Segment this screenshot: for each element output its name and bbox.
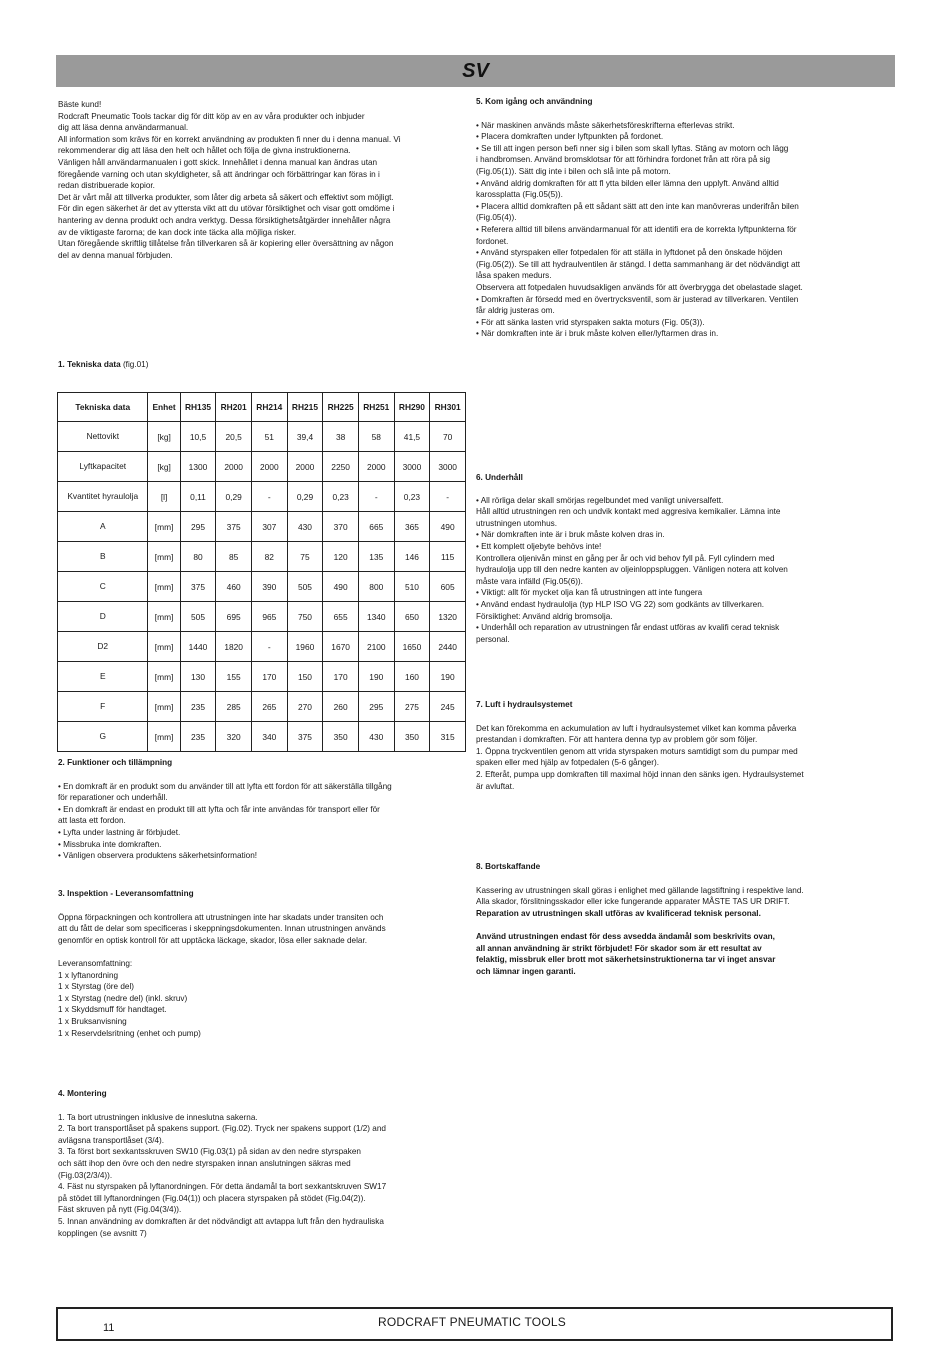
- table-cell: 1300: [180, 452, 216, 482]
- table-row-label: A: [58, 512, 148, 542]
- table-header-cell: RH251: [358, 393, 394, 422]
- table-cell: 655: [323, 602, 359, 632]
- table-cell: 800: [358, 572, 394, 602]
- table-cell: 750: [287, 602, 323, 632]
- table-cell: -: [251, 632, 287, 662]
- table-cell: 1320: [430, 602, 466, 632]
- section-5-line: fordonet.: [476, 236, 509, 246]
- table-cell: 235: [180, 722, 216, 752]
- table-cell: 70: [430, 422, 466, 452]
- table-cell: -: [430, 482, 466, 512]
- table-row: [58, 422, 466, 452]
- table-header-cell: RH215: [287, 393, 323, 422]
- delivery-list-item: 1 x Reservdelsritning (enhet och pump): [58, 1028, 201, 1038]
- section-7-line: 1. Öppna tryckventilen genom att vrida styrspaken moturs samtidigt som du pumpar med: [476, 746, 798, 756]
- technical-data-table: [57, 392, 466, 752]
- section-2-line: • En domkraft är endast en produkt till att lyfta och får inte användas för transport eller för: [58, 804, 380, 814]
- section-5-line: • För att sänka lasten vrid styrspaken sakta moturs (Fig. 05(3)).: [476, 317, 705, 327]
- table-cell: 665: [358, 512, 394, 542]
- table-cell: 510: [394, 572, 430, 602]
- intro-line: Rodcraft Pneumatic Tools tackar dig för ditt köp av en av våra produkter och inbjuder: [58, 111, 365, 121]
- table-cell: 190: [358, 662, 394, 692]
- section-5-line: karossplatta (Fig.05(5)).: [476, 190, 563, 200]
- table-cell: 51: [251, 422, 287, 452]
- table-cell: 20,5: [216, 422, 252, 452]
- section-8-bold-line: all annan användning är strikt förbjudet! För skador som är ett resultat av: [476, 943, 762, 953]
- intro-line: dig att läsa denna användarmanual.: [58, 123, 189, 133]
- section-6-line: utrustningen utomhus.: [476, 518, 558, 528]
- table-row: [58, 722, 466, 752]
- table-cell: 260: [323, 692, 359, 722]
- section-5-line: Observera att fotpedalen huvudsakligen används för att överbrygga det obelastade slaget.: [476, 282, 803, 292]
- table-cell: [mm]: [148, 632, 180, 662]
- delivery-list-item: 1 x Bruksanvisning: [58, 1016, 127, 1026]
- table-cell: 505: [180, 602, 216, 632]
- section-2-line: • Lyfta under lastning är förbjudet.: [58, 827, 181, 837]
- table-row: [58, 572, 466, 602]
- table-cell: 1820: [216, 632, 252, 662]
- table-cell: 1440: [180, 632, 216, 662]
- table-cell: 0,23: [394, 482, 430, 512]
- table-row-label: B: [58, 542, 148, 572]
- table-cell: 2000: [251, 452, 287, 482]
- section-6-line: • Underhåll och reparation av utrustningen får endast utföras av kvalifi cerad teknisk: [476, 623, 780, 633]
- section-5-line: (Fig.05(4)).: [476, 213, 517, 223]
- section-4-line: på stödet till lyftanordningen (Fig.04(1)) och placera styrspaken på stödet (Fig.04(2)).: [58, 1193, 366, 1203]
- table-row: [58, 482, 466, 512]
- table-cell: 3000: [394, 452, 430, 482]
- section-4: [58, 1088, 466, 1239]
- section-6-line: • Använd endast hydraulolja (typ HLP ISO VG 22) som godkänts av tillverkaren.: [476, 599, 765, 609]
- section-5-line: låsa spaken medurs.: [476, 271, 552, 281]
- table-row: [58, 662, 466, 692]
- section-5-line: • Se till att ingen person befi nner sig i bilen som skall lyftas. Stäng av motorn och lägg: [476, 143, 789, 153]
- table-cell: [mm]: [148, 722, 180, 752]
- section-3-line: Öppna förpackningen och kontrollera att utrustningen inte har skadats under transiten och: [58, 912, 384, 922]
- table-cell: 695: [216, 602, 252, 632]
- section-1-heading: [58, 359, 466, 371]
- section-5-line: i handbromsen. Använd bromsklotsar för att förhindra fordonet från att röra på sig: [476, 155, 770, 165]
- table-cell: 1650: [394, 632, 430, 662]
- table-cell: 75: [287, 542, 323, 572]
- section-6-line: måste vara infälld (Fig.05(6)).: [476, 576, 583, 586]
- table-row-label: G: [58, 722, 148, 752]
- table-cell: [kg]: [148, 422, 180, 452]
- table-cell: 170: [251, 662, 287, 692]
- intro-line: Det är vårt mål att tillverka produkter, som låter dig arbeta så säkert och effektivt som möjligt.: [58, 192, 394, 202]
- table-cell: 350: [394, 722, 430, 752]
- table-cell: 58: [358, 422, 394, 452]
- intro-line: Bäste kund!: [58, 100, 102, 109]
- section-4-line: kopplingen (se avsnitt 7): [58, 1228, 147, 1238]
- section-1-title: 1. Tekniska data: [58, 360, 121, 369]
- section-6-title: 6. Underhåll: [476, 473, 523, 482]
- section-4-line: (Fig.03(2/3/4)).: [58, 1170, 113, 1180]
- table-cell: 375: [287, 722, 323, 752]
- table-header-cell: RH135: [180, 393, 216, 422]
- language-code: SV: [462, 60, 489, 82]
- table-cell: [mm]: [148, 512, 180, 542]
- table-cell: [mm]: [148, 662, 180, 692]
- section-5-line: • Domkraften är försedd med en övertrycksventil, som är justerad av tillverkaren. Ventilen: [476, 294, 799, 304]
- table-cell: [mm]: [148, 572, 180, 602]
- table-cell: 365: [394, 512, 430, 542]
- table-cell: 430: [287, 512, 323, 542]
- table-cell: 155: [216, 662, 252, 692]
- table-row-label: Kvantitet hyraulolja: [58, 482, 148, 512]
- section-8-bold-line: och lämnar ingen garanti.: [476, 966, 576, 976]
- section-6-line: hydraulolja upp till den nedre kanten av oljeinloppspluggen. Vänligen notera att kolven: [476, 565, 788, 575]
- table-cell: 146: [394, 542, 430, 572]
- section-5-title: 5. Kom igång och användning: [476, 97, 593, 106]
- table-cell: 2250: [323, 452, 359, 482]
- table-cell: 270: [287, 692, 323, 722]
- table-cell: 1340: [358, 602, 394, 632]
- table-cell: 2440: [430, 632, 466, 662]
- table-cell: 375: [216, 512, 252, 542]
- table-cell: 82: [251, 542, 287, 572]
- section-5-line: (Fig.05(1)). Sätt dig inte i bilen och slå inte på motorn.: [476, 166, 671, 176]
- table-cell: 115: [430, 542, 466, 572]
- intro-line: redan distribuerade kopior.: [58, 181, 155, 191]
- table-cell: 275: [394, 692, 430, 722]
- intro-line: Vänligen håll användarmanualen i gott skick. Innehållet i denna manual kan ändras utan: [58, 157, 378, 167]
- table-row: [58, 692, 466, 722]
- table-cell: 320: [216, 722, 252, 752]
- section-7-line: Det kan förekomma en ackumulation av luft i hydraulsystemet vilket kan komma påverka: [476, 723, 797, 733]
- section-5-line: (Fig.05(2)). Se till att hydraulventilen är stängd. I detta sammanhang är det nödvändigt att: [476, 259, 801, 269]
- table-cell: 150: [287, 662, 323, 692]
- section-5-line: får aldrig justeras om.: [476, 306, 555, 316]
- table-header-cell: RH290: [394, 393, 430, 422]
- section-5-line: • Referera alltid till bilens användarmanual för att identifi era de korrekta lyftpunkterna för: [476, 224, 797, 234]
- table-header-cell: Enhet: [148, 393, 180, 422]
- table-cell: 160: [394, 662, 430, 692]
- table-row: [58, 632, 466, 662]
- table-cell: 0,23: [323, 482, 359, 512]
- section-4-line: 3. Ta först bort sexkantsskruven SW10 (Fig.03(1) på sidan av den nedre styrspaken: [58, 1147, 361, 1157]
- table-cell: -: [251, 482, 287, 512]
- table-header-cell: RH201: [216, 393, 252, 422]
- table-cell: 10,5: [180, 422, 216, 452]
- section-4-line: avlägsna transportlåset (3/4).: [58, 1135, 165, 1145]
- section-5-line: • Placera domkraften under lyftpunkten på fordonet.: [476, 132, 664, 142]
- table-cell: 39,4: [287, 422, 323, 452]
- section-3: [58, 888, 466, 1039]
- footer-brand: RODCRAFT PNEUMATIC TOOLS: [378, 1315, 566, 1329]
- intro-line: För din egen säkerhet är det av yttersta vikt att du utövar försiktighet och visar gott omdöme i: [58, 204, 395, 214]
- section-2-line: för reparationer och underhåll.: [58, 793, 168, 803]
- table-row-label: F: [58, 692, 148, 722]
- table-cell: 430: [358, 722, 394, 752]
- section-8-line: Kassering av utrustningen skall göras i enlighet med gällande lagstiftning i respektive land.: [476, 885, 804, 895]
- table-cell: 41,5: [394, 422, 430, 452]
- table-cell: [kg]: [148, 452, 180, 482]
- section-4-line: 4. Fäst nu styrspaken på lyftanordningen. För detta ändamål ta bort sexkantskruven SW17: [58, 1182, 387, 1192]
- section-2-line: • Vänligen observera produktens säkerhetsinformation!: [58, 851, 258, 861]
- section-8-bold-line: Använd utrustningen endast för dess avsedda ändamål som beskrivits ovan,: [476, 931, 775, 941]
- table-cell: 295: [180, 512, 216, 542]
- table-cell: 375: [180, 572, 216, 602]
- intro-line: hantering av denna produkt och andra verktyg. Dessa försiktighetsåtgärder innehåller några: [58, 215, 391, 225]
- table-row: [58, 452, 466, 482]
- section-2: [58, 757, 466, 862]
- table-row-label: D2: [58, 632, 148, 662]
- table-cell: 315: [430, 722, 466, 752]
- table-row-label: Nettovikt: [58, 422, 148, 452]
- section-4-line: Fäst skruven på nytt (Fig.04(3/4)).: [58, 1205, 182, 1215]
- intro-line: föregående varning och utan skyldigheter, så att ändringar och förbättringar kan föras in i: [58, 169, 380, 179]
- table-header-cell: RH301: [430, 393, 466, 422]
- intro-line: rekommenderar dig att läsa den helt och hållet och följa de givna instruktionerna.: [58, 146, 351, 156]
- section-7: [476, 699, 868, 792]
- section-1-fig: (fig.01): [122, 360, 149, 369]
- table-cell: 370: [323, 512, 359, 542]
- section-8: [476, 861, 868, 977]
- table-cell: 0,29: [287, 482, 323, 512]
- page-number: 11: [103, 1322, 115, 1334]
- table-cell: 0,11: [180, 482, 216, 512]
- section-2-line: • Missbruka inte domkraften.: [58, 839, 162, 849]
- section-7-line: är avluftat.: [476, 781, 515, 791]
- section-5-line: • Placera alltid domkraften på ett sådant sätt att den inte kan manövreras underifrån bilen: [476, 201, 799, 211]
- table-cell: [mm]: [148, 602, 180, 632]
- table-row-label: C: [58, 572, 148, 602]
- section-3-line: att du fått de delar som specificeras i skeppningsdokumenten. Innan utrustningen används: [58, 924, 386, 934]
- section-5-line: • Använd styrspaken eller fotpedalen för att ställa in lyftdonet på den önskade höjden: [476, 248, 783, 258]
- table-row: [58, 602, 466, 632]
- section-7-title: 7. Luft i hydraulsystemet: [476, 700, 573, 709]
- table-cell: 190: [430, 662, 466, 692]
- intro-line: All information som krävs för en korrekt användning av produkten fi nner du i denna manual. Vi: [58, 134, 401, 144]
- section-6-line: Kontrollera oljenivån minst en gång per år och vid behov fyll på. Fyll cylindern med: [476, 553, 775, 563]
- table-cell: [mm]: [148, 542, 180, 572]
- table-header-cell: Tekniska data: [58, 393, 148, 422]
- delivery-list-title: Leveransomfattning:: [58, 958, 133, 968]
- section-5-line: • När domkraften inte är i bruk måste kolven eller/lyftarmen dras in.: [476, 329, 719, 339]
- section-7-line: spaken eller med hjälp av fotpedalen (5-6 gånger).: [476, 758, 659, 768]
- section-8-line: Alla skador, förslitningsskador eller icke fungerande apparater MÅSTE TAS UR DRIFT.: [476, 897, 790, 907]
- section-8-title: 8. Bortskaffande: [476, 862, 541, 871]
- table-header-cell: RH225: [323, 393, 359, 422]
- section-2-line: • En domkraft är en produkt som du använder till att lyfta ett fordon för att säkerställa tillgång: [58, 781, 392, 791]
- table-cell: 650: [394, 602, 430, 632]
- table-cell: 390: [251, 572, 287, 602]
- table-cell: 295: [358, 692, 394, 722]
- table-cell: 120: [323, 542, 359, 572]
- table-cell: 1960: [287, 632, 323, 662]
- table-cell: 85: [216, 542, 252, 572]
- table-cell: 170: [323, 662, 359, 692]
- delivery-list-item: 1 x Styrstag (öre del): [58, 982, 134, 992]
- table-cell: -: [358, 482, 394, 512]
- table-cell: 130: [180, 662, 216, 692]
- intro-line: del av denna manual förbjuden.: [58, 250, 173, 260]
- table-header-row: [58, 393, 466, 422]
- table-cell: 2100: [358, 632, 394, 662]
- table-cell: 0,29: [216, 482, 252, 512]
- section-6-line: • När domkraften inte är i bruk måste kolven dras in.: [476, 530, 665, 540]
- table-cell: 285: [216, 692, 252, 722]
- section-3-title: 3. Inspektion - Leveransomfattning: [58, 889, 194, 898]
- section-4-line: och sätt ihop den övre och den nedre styrspaken innan anslutningen säkras med: [58, 1158, 351, 1168]
- section-6-line: • All rörliga delar skall smörjas regelbundet med vanligt universalfett.: [476, 495, 724, 505]
- table-cell: 3000: [430, 452, 466, 482]
- section-6: [476, 472, 868, 645]
- table-cell: 38: [323, 422, 359, 452]
- section-6-line: • Viktigt: allt för mycket olja kan få utrustningen att inte fungera: [476, 588, 703, 598]
- section-4-line: 5. Innan användning av domkraften är det nödvändigt att avtappa luft från den hydrauliska: [58, 1216, 384, 1226]
- table-cell: 505: [287, 572, 323, 602]
- section-6-line: Försiktighet: Använd aldrig bromsolja.: [476, 611, 613, 621]
- section-2-line: att lasta ett fordon.: [58, 816, 126, 826]
- intro-line: Utan föregående skriftlig tillåtelse från tillverkaren så är kopiering eller översättning av någon: [58, 239, 394, 249]
- delivery-list-item: 1 x Skyddsmuff för handtaget.: [58, 1005, 167, 1015]
- table-cell: 245: [430, 692, 466, 722]
- table-cell: [mm]: [148, 692, 180, 722]
- section-5-line: • När maskinen används måste säkerhetsföreskrifterna efterlevas strikt.: [476, 120, 735, 130]
- table-row-label: Lyftkapacitet: [58, 452, 148, 482]
- section-5: [476, 96, 868, 340]
- table-cell: 490: [323, 572, 359, 602]
- table-cell: 2000: [358, 452, 394, 482]
- section-8-bold-line: felaktig, missbruk eller brott mot säkerhetsinstruktionerna tar vi inget ansvar: [476, 955, 776, 965]
- table-cell: 1670: [323, 632, 359, 662]
- table-cell: 350: [323, 722, 359, 752]
- table-header-cell: RH214: [251, 393, 287, 422]
- table-row: [58, 542, 466, 572]
- delivery-list-item: 1 x lyftanordning: [58, 970, 119, 980]
- delivery-list-item: 1 x Styrstag (nedre del) (inkl. skruv): [58, 993, 188, 1003]
- table-cell: 460: [216, 572, 252, 602]
- section-8-bold-line: Reparation av utrustningen skall utföras av kvalificerad teknisk personal.: [476, 908, 761, 918]
- table-cell: 2000: [216, 452, 252, 482]
- table-cell: 135: [358, 542, 394, 572]
- section-7-line: prestandan i domkraften. För att hantera denna typ av problem gör som följer.: [476, 735, 758, 745]
- table-cell: 2000: [287, 452, 323, 482]
- table-row-label: E: [58, 662, 148, 692]
- table-cell: 235: [180, 692, 216, 722]
- table-cell: [l]: [148, 482, 180, 512]
- section-2-title: 2. Funktioner och tillämpning: [58, 758, 173, 767]
- section-4-line: 1. Ta bort utrustningen inklusive de inneslutna sakerna.: [58, 1112, 258, 1122]
- language-header-bar: [56, 55, 895, 87]
- section-3-line: genomför en optisk kontroll för att upptäcka läckage, skador, lösa eller saknade delar.: [58, 935, 368, 945]
- table-cell: 605: [430, 572, 466, 602]
- table-cell: 307: [251, 512, 287, 542]
- table-cell: 965: [251, 602, 287, 632]
- table-row: [58, 512, 466, 542]
- table-cell: 490: [430, 512, 466, 542]
- intro-line: av de viktigaste farorna; de kan dock inte täcka alla möjliga risker.: [58, 227, 297, 237]
- section-6-line: • Ett komplett oljebyte behövs inte!: [476, 541, 602, 551]
- section-4-line: 2. Ta bort transportlåset på spakens support. (Fig.02). Tryck ner spakens support (1/2) and: [58, 1124, 386, 1134]
- section-6-line: personal.: [476, 634, 510, 644]
- table-cell: 340: [251, 722, 287, 752]
- section-4-title: 4. Montering: [58, 1089, 107, 1098]
- section-5-line: • Använd aldrig domkraften för att fl ytta bilden eller lämna den upplyft. Använd alltid: [476, 178, 779, 188]
- section-6-line: Håll alltid utrustningen ren och undvik kontakt med aggresiva kemikalier. Lämna inte: [476, 507, 781, 517]
- section-7-line: 2. Efteråt, pumpa upp domkraften till maximal höjd innan den sänks igen. Hydraulsystemet: [476, 769, 804, 779]
- intro-text: [58, 99, 466, 261]
- table-cell: 80: [180, 542, 216, 572]
- table-row-label: D: [58, 602, 148, 632]
- table-cell: 265: [251, 692, 287, 722]
